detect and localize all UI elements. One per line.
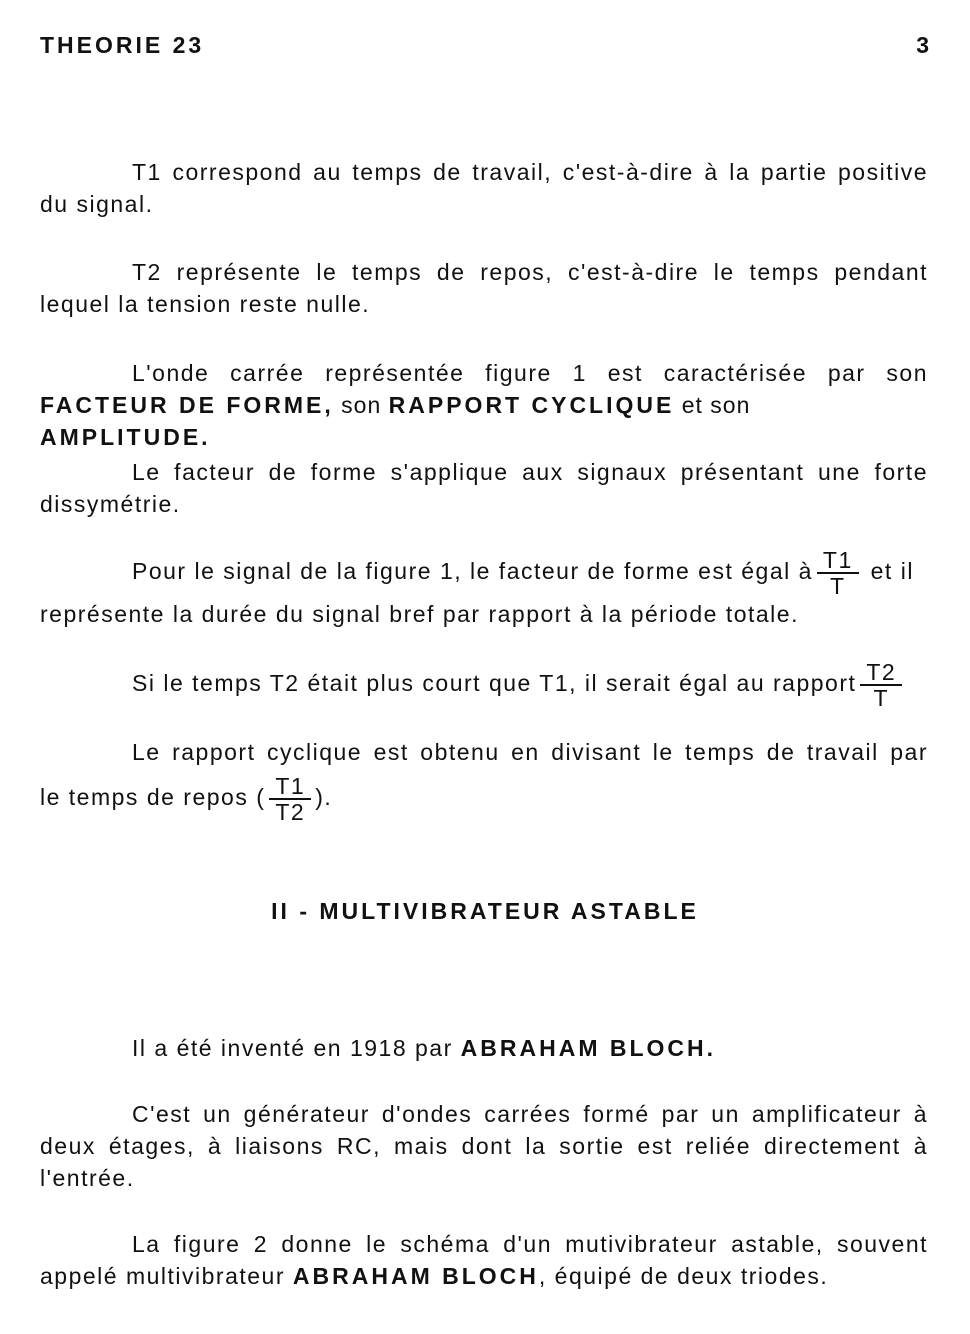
signal-figure1-line1: [40, 548, 928, 598]
rapport-cyclique-tail: ).: [315, 784, 333, 811]
inventor-name: ABRAHAM BLOCH.: [460, 1035, 717, 1061]
paragraph-t2: [40, 256, 928, 320]
term-sep-1: son: [333, 392, 389, 418]
si-t2-lead: Si le temps T2 était plus court que T1, il serait égal au rapport: [132, 670, 857, 697]
rapport-cyclique-line1: Le rapport cyclique est obtenu en divisant le temps de travail par: [132, 739, 928, 765]
section-title: II - MULTIVIBRATEUR ASTABLE: [271, 898, 699, 924]
paragraph-t2-text: T2 représente le temps de repos, c'est-à-dire le temps pendant lequel la tension reste nulle.: [40, 259, 928, 317]
paragraph-t1: [40, 156, 928, 220]
invention-lead: Il a été inventé en 1918 par: [132, 1035, 461, 1061]
paragraph-signal-figure1: [40, 548, 928, 630]
signal-figure1-lead: Pour le signal de la figure 1, le facteur de forme est égal à: [132, 558, 813, 585]
paragraph-figure2: [40, 1228, 928, 1292]
rapport-cyclique-line2: [40, 774, 928, 824]
page-number: 3: [916, 32, 932, 58]
onde-carree-terms: [40, 389, 928, 453]
term-rapport-cyclique: RAPPORT CYCLIQUE: [388, 392, 675, 418]
fraction-denominator: T: [830, 573, 846, 599]
term-amplitude: AMPLITUDE.: [40, 424, 211, 450]
fraction-denominator: T2: [275, 799, 306, 825]
term-facteur-de-forme: FACTEUR DE FORME,: [40, 392, 334, 418]
paragraph-rapport-cyclique: [40, 736, 928, 824]
figure2-lead: La figure 2 donne le schéma d'un mutivibrateur astable, souvent appelé multivibrateur: [40, 1231, 928, 1289]
fraction-t1-over-t: [817, 548, 859, 598]
paragraph-invention: [40, 1032, 928, 1064]
fraction-t1-over-t2: [269, 774, 311, 824]
rapport-cyclique-lead: le temps de repos (: [40, 784, 266, 811]
figure2-tail: , équipé de deux triodes.: [538, 1263, 829, 1289]
fraction-numerator: T1: [817, 548, 859, 574]
term-sep-2: et son: [674, 392, 751, 418]
fraction-numerator: T2: [860, 660, 902, 686]
signal-figure1-tail: et il: [862, 558, 914, 585]
fraction-denominator: T: [873, 685, 890, 711]
paragraph-t1-text: T1 correspond au temps de travail, c'est-à-dire à la partie positive du signal.: [40, 159, 928, 217]
figure2-name: ABRAHAM BLOCH: [292, 1263, 539, 1289]
paragraph-si-t2: [40, 660, 928, 710]
page-header-title: THEORIE 23: [40, 32, 205, 58]
si-t2-line: [40, 660, 928, 710]
paragraph-generateur: [40, 1098, 928, 1194]
paragraph-facteur-forme: [40, 456, 928, 520]
fraction-numerator: T1: [269, 774, 311, 800]
fraction-t2-over-t: [860, 660, 902, 710]
paragraph-onde-carree: [40, 357, 928, 453]
paragraph-generateur-text: C'est un générateur d'ondes carrées formé par un amplificateur à deux étages, à liaisons RC, mais dont la sortie est reliée directement à l'entrée.: [40, 1101, 928, 1191]
onde-carree-lead: L'onde carrée représentée figure 1 est caractérisée par son: [132, 360, 928, 386]
signal-figure1-line2: représente la durée du signal bref par rapport à la période totale.: [40, 601, 799, 627]
paragraph-facteur-forme-text: Le facteur de forme s'applique aux signaux présentant une forte dissymétrie.: [40, 459, 928, 517]
